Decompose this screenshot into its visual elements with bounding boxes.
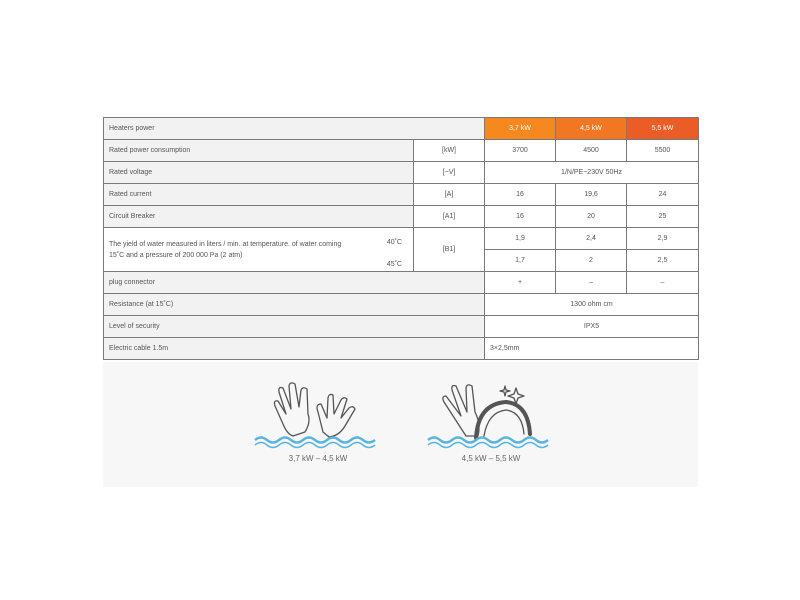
- table-row-heaters-power: [104, 118, 699, 140]
- row-label: Electric cable 1.5m: [104, 338, 485, 360]
- table-row-plug: [104, 272, 699, 294]
- table-row-consumption: [104, 140, 699, 162]
- row-label: Circuit Breaker: [104, 206, 414, 228]
- value-cell: 2,9: [627, 228, 699, 250]
- column-header-3-7kw: 3,7 kW: [485, 118, 556, 140]
- illustration-right: [426, 374, 556, 474]
- value-cell: 16: [485, 184, 556, 206]
- value-cell: 2: [556, 250, 627, 272]
- illustration-left: [253, 374, 383, 474]
- yield-label-wrap: [109, 238, 408, 268]
- temp-40: 40˚C: [386, 238, 402, 246]
- value-cell: 2,5: [627, 250, 699, 272]
- value-cell: 3×2,5mm: [485, 338, 699, 360]
- column-header-5-5kw: 5,5 kW: [627, 118, 699, 140]
- value-cell: 24: [627, 184, 699, 206]
- value-cell: 16: [485, 206, 556, 228]
- column-header-4-5kw: 4,5 kW: [556, 118, 627, 140]
- value-cell: 4500: [556, 140, 627, 162]
- spec-table: [103, 117, 699, 360]
- table-row-security: [104, 316, 699, 338]
- unit-cell: [B1]: [414, 228, 485, 272]
- row-label: Heaters power: [104, 118, 485, 140]
- row-label: Rated current: [104, 184, 414, 206]
- table-row-resistance: [104, 294, 699, 316]
- value-cell: 19,6: [556, 184, 627, 206]
- value-cell: –: [556, 272, 627, 294]
- value-cell: 2,4: [556, 228, 627, 250]
- value-cell: IPX5: [485, 316, 699, 338]
- temp-45: 45˚C: [386, 260, 402, 268]
- row-label: Rated voltage: [104, 162, 414, 184]
- row-label: Resistance (at 15˚C): [104, 294, 485, 316]
- table-row-cable: [104, 338, 699, 360]
- value-cell: 1300 ohm cm: [485, 294, 699, 316]
- value-cell: 25: [627, 206, 699, 228]
- value-cell: 1,7: [485, 250, 556, 272]
- row-label: plug connector: [104, 272, 485, 294]
- hand-dish-water-icon: [426, 374, 556, 454]
- unit-cell: [A1]: [414, 206, 485, 228]
- value-cell: 3700: [485, 140, 556, 162]
- water-waves: [428, 438, 548, 448]
- table-row-yield-40: [104, 228, 699, 250]
- value-cell: –: [627, 272, 699, 294]
- hands-water-icon: [253, 374, 383, 454]
- row-label: Level of security: [104, 316, 485, 338]
- row-label: Rated power consumption: [104, 140, 414, 162]
- unit-cell: [kW]: [414, 140, 485, 162]
- value-cell: 1,9: [485, 228, 556, 250]
- illustration-panel: [103, 362, 698, 487]
- value-cell: 1/N/PE~230V 50Hz: [485, 162, 699, 184]
- unit-cell: [~V]: [414, 162, 485, 184]
- value-cell: +: [485, 272, 556, 294]
- table-row-current: [104, 184, 699, 206]
- water-waves: [255, 438, 375, 448]
- value-cell: 20: [556, 206, 627, 228]
- unit-cell: [A]: [414, 184, 485, 206]
- illustration-left-label: 3,7 kW – 4,5 kW: [288, 454, 348, 463]
- row-label: [104, 228, 414, 272]
- illustration-right-label: 4,5 kW – 5,5 kW: [461, 454, 521, 463]
- yield-label: The yield of water measured in liters / min. at temperature. of water coming 15˚C and a pressure of 200 000 Pa (2 atm): [109, 240, 342, 259]
- value-cell: 5500: [627, 140, 699, 162]
- table-row-voltage: [104, 162, 699, 184]
- table-row-breaker: [104, 206, 699, 228]
